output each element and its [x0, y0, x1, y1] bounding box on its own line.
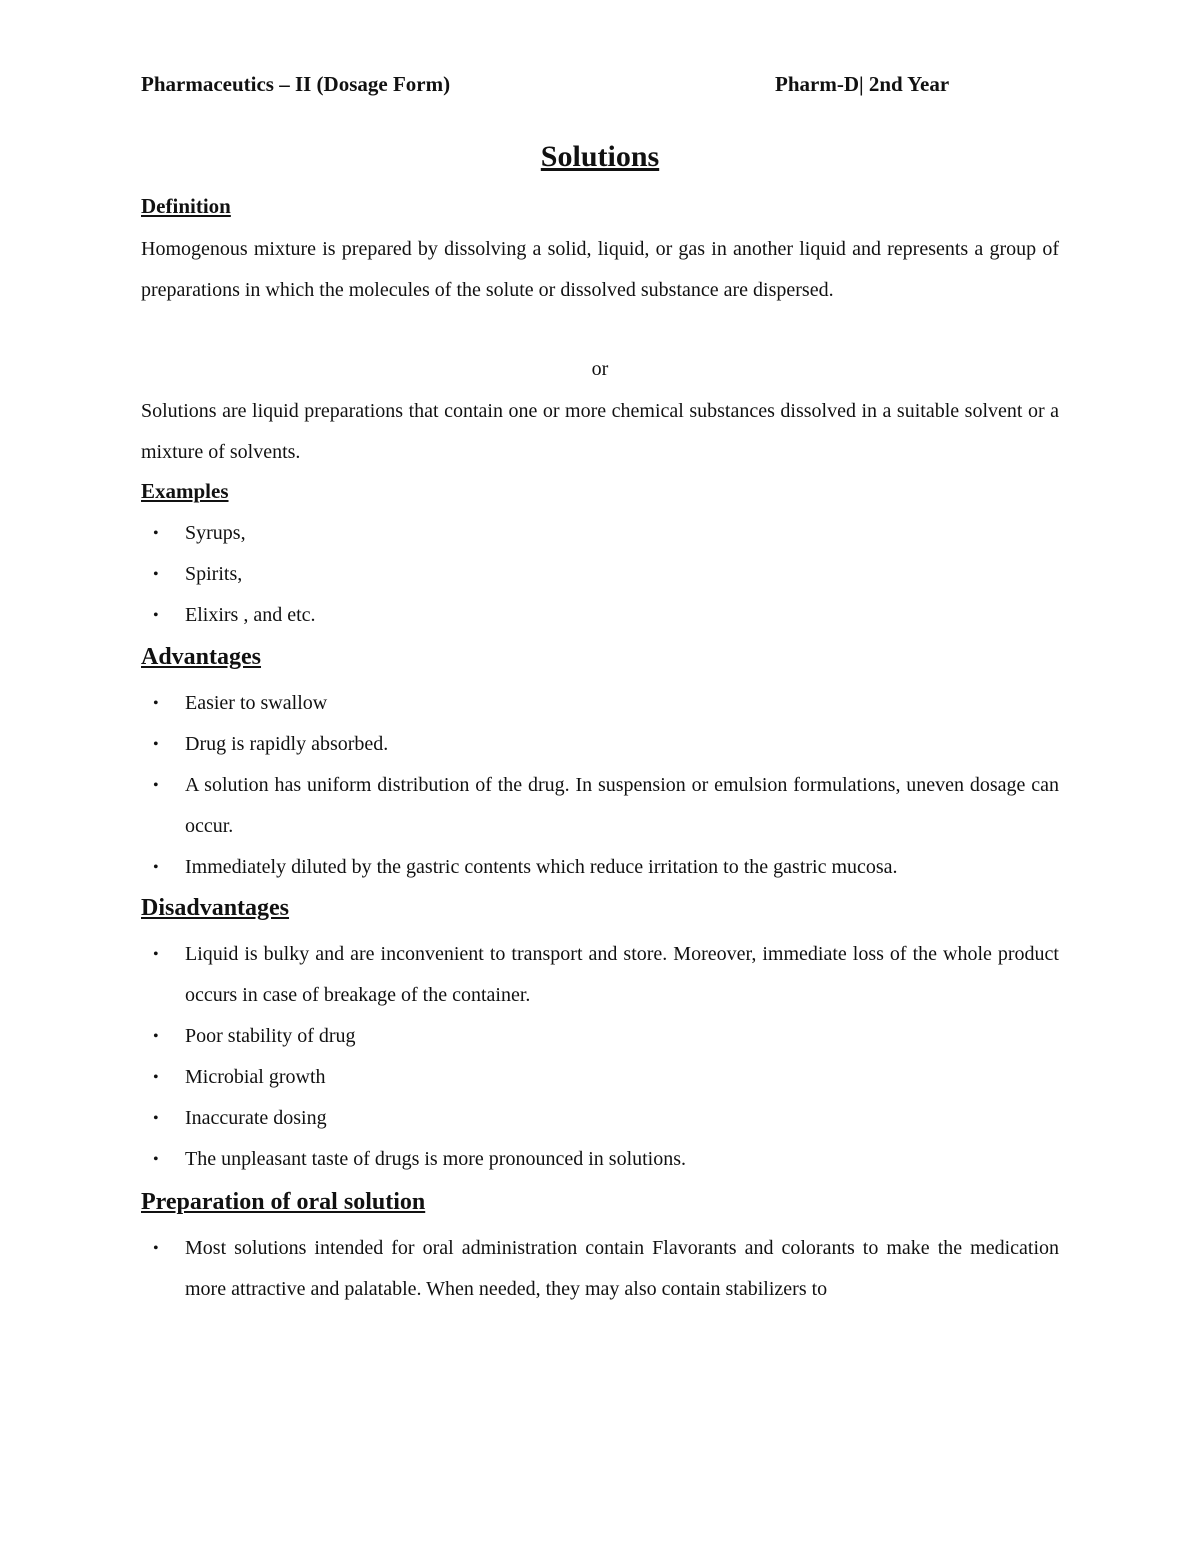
disadvantages-list: [141, 934, 1059, 1180]
preparation-list: [141, 1228, 1059, 1310]
list-item-text: Drug is rapidly absorbed.: [185, 733, 389, 755]
list-item: [141, 765, 1059, 847]
list-item: [141, 724, 1059, 765]
list-item-text: Spirits,: [185, 563, 243, 585]
header-program-year: Pharm-D| 2nd Year: [775, 72, 950, 96]
list-item: [141, 554, 1059, 595]
list-item: [141, 1139, 1059, 1180]
list-item: [141, 847, 1059, 888]
bullet-icon: •: [153, 1069, 159, 1086]
list-item: [141, 934, 1059, 1016]
list-item-text: Poor stability of drug: [185, 1025, 356, 1047]
list-item: [141, 1057, 1059, 1098]
bullet-icon: •: [153, 1240, 159, 1257]
examples-list: [141, 513, 1059, 636]
list-item: [141, 1098, 1059, 1139]
bullet-icon: •: [153, 525, 159, 542]
list-item: [141, 683, 1059, 724]
page-title: Solutions: [540, 140, 660, 173]
list-item: [141, 513, 1059, 554]
list-item-text: Syrups,: [185, 522, 246, 544]
list-item-text: Inaccurate dosing: [185, 1107, 327, 1129]
list-item-text: Microbial growth: [185, 1066, 326, 1088]
bullet-icon: •: [153, 777, 159, 794]
list-item: [141, 1016, 1059, 1057]
bullet-icon: •: [153, 566, 159, 583]
preparation-heading: Preparation of oral solution: [141, 1189, 426, 1215]
header-course-title: Pharmaceutics – II (Dosage Form): [141, 72, 451, 96]
bullet-icon: •: [153, 1110, 159, 1127]
definition-heading: Definition: [141, 194, 231, 218]
bullet-icon: •: [153, 1028, 159, 1045]
advantages-list: [141, 683, 1059, 888]
list-item-text: Elixirs , and etc.: [185, 604, 316, 626]
list-item-text: Immediately diluted by the gastric contents which reduce irritation to the gastric mucosa.: [185, 856, 898, 878]
bullet-icon: •: [153, 736, 159, 753]
list-item-text: Most solutions intended for oral administration contain Flavorants and colorants to make the medication more attractive and palatable. When needed, they may also contain stabilizers to: [185, 1237, 1059, 1300]
examples-heading: Examples: [141, 479, 229, 503]
disadvantages-heading: Disadvantages: [141, 895, 290, 921]
list-item-text: Easier to swallow: [185, 692, 328, 714]
bullet-icon: •: [153, 1151, 159, 1168]
bullet-icon: •: [153, 946, 159, 963]
list-item-text: A solution has uniform distribution of the drug. In suspension or emulsion formulations, uneven dosage can occur.: [185, 774, 1059, 837]
bullet-icon: •: [153, 859, 159, 876]
list-item-text: Liquid is bulky and are inconvenient to transport and store. Moreover, immediate loss of the whole product occurs in case of breakage of the container.: [185, 943, 1059, 1006]
page-header: [141, 72, 1059, 102]
advantages-heading: Advantages: [141, 644, 262, 670]
bullet-icon: •: [153, 695, 159, 712]
definition-or: or: [591, 358, 609, 380]
bullet-icon: •: [153, 607, 159, 624]
list-item: [141, 595, 1059, 636]
definition-paragraph-1: Homogenous mixture is prepared by dissolving a solid, liquid, or gas in another liquid and represents a group of preparations in which the molecules of the solute or dissolved substance are dispersed.: [141, 238, 1059, 301]
list-item: [141, 1228, 1059, 1310]
definition-paragraph-2: Solutions are liquid preparations that contain one or more chemical substances dissolved in a suitable solvent or a mixture of solvents.: [141, 400, 1059, 463]
list-item-text: The unpleasant taste of drugs is more pronounced in solutions.: [185, 1148, 687, 1170]
